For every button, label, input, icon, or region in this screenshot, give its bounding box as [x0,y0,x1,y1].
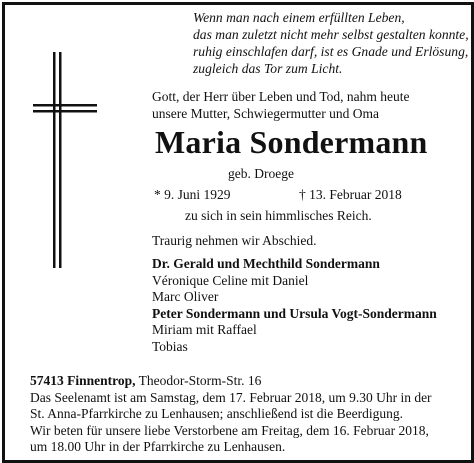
deceased-name: Maria Sondermann [155,124,428,160]
mourner-line: Dr. Gerald und Mechthild Sondermann [152,256,380,271]
birth-name: geb. Droege [228,166,294,181]
address-street: Theodor-Storm-Str. 16 [135,373,262,388]
poem-line: zugleich das Tor zum Licht. [193,61,343,76]
service-line: Das Seelenamt ist am Samstag, dem 17. Februar 2018, um 9.30 Uhr in der [30,389,432,405]
service-line: Wir beten für unsere liebe Verstorbene am Freitag, dem 16. Februar 2018, [30,422,429,438]
address-line [30,373,432,390]
farewell-line: Traurig nehmen wir Abschied. [152,233,317,248]
poem-verse [193,9,469,77]
mourners-list [152,256,437,355]
service-line: um 18.00 Uhr in der Pfarrkirche zu Lenhausen. [30,439,286,455]
mourner-line: Peter Sondermann und Ursula Vogt-Sondermann [152,305,437,321]
poem-line: Wenn man nach einem erfüllten Leben, [193,10,405,25]
cross-icon [33,52,97,268]
address-city: 57413 Finnentrop, [30,373,136,388]
poem-line: das man zuletzt nicht mehr selbst gestalten konnte, [193,27,469,42]
mourner-line: Véronique Celine mit Daniel [152,272,309,288]
announcement-intro [152,88,410,122]
death-date: † 13. Februar 2018 [299,187,402,202]
taken-line: zu sich in sein himmlisches Reich. [185,208,372,223]
service-details [30,373,432,456]
mourner-line: Marc Oliver [152,289,219,304]
mourner-line: Miriam mit Raffael [152,322,257,337]
intro-line: Gott, der Herr über Leben und Tod, nahm heute [152,89,410,104]
mourner-line: Tobias [152,338,188,354]
service-line: St. Anna-Pfarrkirche zu Lenhausen; anschließend ist die Beerdigung. [30,406,404,422]
birth-date: * 9. Juni 1929 [154,187,231,202]
intro-line: unsere Mutter, Schwiegermutter und Oma [152,106,380,121]
poem-line: ruhig einschlafen darf, ist es Gnade und Erlösung, [193,44,469,59]
